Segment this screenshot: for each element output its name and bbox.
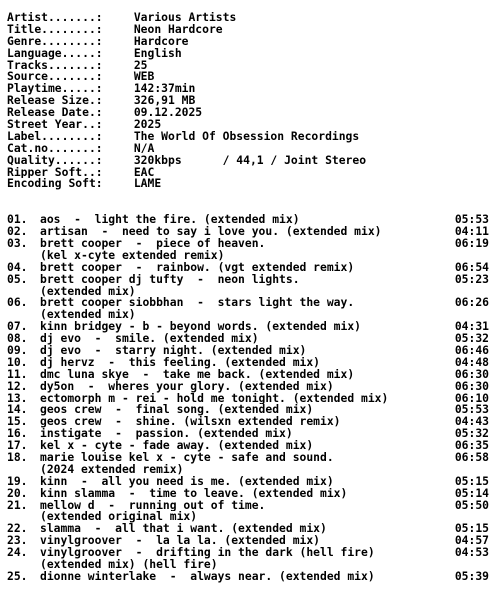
track-number: 18.: [7, 451, 28, 464]
metadata-value: LAME: [133, 178, 162, 191]
track-number: 12.: [7, 380, 28, 393]
track-duration: 06:30: [454, 368, 489, 381]
track-row: [7, 345, 489, 357]
metadata-key: Playtime.....:: [7, 83, 103, 96]
metadata-key: Street Year..:: [7, 119, 103, 131]
track-row: [7, 523, 489, 535]
track-row: [7, 357, 489, 369]
metadata-value: 142:37min: [133, 83, 196, 96]
track-number: 20.: [7, 487, 28, 500]
track-duration: 05:14: [454, 487, 489, 500]
metadata-value: 09.12.2025: [133, 107, 203, 120]
track-duration: 05:53: [454, 404, 489, 417]
metadata-value: 320kbps / 44,1 / Joint Stereo: [133, 154, 367, 167]
release-metadata: [7, 12, 489, 190]
metadata-value: 25: [133, 59, 148, 72]
track-title: aos - light the fire. (extended mix): [40, 214, 300, 227]
track-title: dj hervz - this feeling. (extended mix): [40, 356, 321, 369]
track-duration: 06:10: [454, 392, 489, 405]
track-row: [7, 393, 489, 405]
track-duration: 06:35: [454, 440, 489, 452]
metadata-row: [7, 167, 489, 179]
metadata-row: [7, 107, 489, 119]
track-row: [7, 214, 489, 226]
track-title: dmc luna skye - take me back. (extended mix): [40, 368, 355, 381]
metadata-row: [7, 12, 489, 24]
metadata-row: [7, 155, 489, 167]
metadata-row: [7, 95, 489, 107]
track-title: dj evo - smile. (extended mix): [40, 333, 259, 345]
track-title: mellow d - running out of time.: [40, 499, 266, 512]
track-row: [7, 571, 489, 583]
track-duration: 06:19: [454, 237, 489, 250]
metadata-key: Label........:: [7, 130, 103, 143]
metadata-key: Release Size.:: [7, 95, 103, 108]
track-number: 09.: [7, 344, 28, 357]
track-title: kinn slamma - time to leave. (extended mix): [40, 487, 348, 500]
metadata-row: [7, 24, 489, 36]
track-row: [7, 381, 489, 393]
track-duration: 05:32: [454, 428, 489, 441]
section-gap: [7, 190, 489, 214]
track-row: [7, 547, 489, 559]
track-title: marie louise kel x - cyte - safe and sound.: [40, 451, 334, 464]
track-duration: 04:11: [454, 226, 489, 238]
track-title: artisan - need to say i love you. (extended mix): [40, 226, 382, 238]
track-row: [7, 428, 489, 440]
metadata-value: N/A: [133, 142, 155, 155]
track-title-continuation: (extended mix) (hell fire): [40, 558, 218, 571]
track-duration: 04:31: [454, 321, 489, 334]
metadata-key: Source.......:: [7, 71, 103, 84]
track-row: [7, 369, 489, 381]
track-duration: 06:54: [454, 261, 489, 274]
track-duration: 04:43: [454, 416, 489, 429]
track-title: dy5on - wheres your glory. (extended mix): [40, 380, 334, 393]
track-number: 19.: [7, 475, 28, 488]
metadata-key: Artist.......:: [7, 12, 103, 24]
track-title-continuation: (extended original mix): [40, 511, 198, 524]
track-row: [7, 476, 489, 488]
track-number: 11.: [7, 368, 28, 381]
track-number: 13.: [7, 392, 28, 405]
metadata-key: Cat.no.......:: [7, 142, 103, 155]
track-title: kinn bridgey - b - beyond words. (extended mix): [40, 321, 361, 334]
track-number: 23.: [7, 535, 28, 548]
track-row: [7, 274, 489, 286]
track-title-continuation: (extended mix): [40, 309, 136, 322]
track-duration: 06:30: [454, 380, 489, 393]
track-number: 14.: [7, 404, 28, 417]
metadata-value: 326,91 MB: [133, 95, 196, 108]
track-title: vinylgroover - drifting in the dark (hell fire): [40, 547, 375, 559]
metadata-key: Encoding Soft:: [7, 178, 103, 191]
track-duration: 06:58: [454, 451, 489, 464]
track-title: slamma - all that i want. (extended mix): [40, 523, 327, 536]
track-title: vinylgroover - la la la. (extended mix): [40, 535, 321, 548]
track-row: [7, 404, 489, 416]
track-number: 07.: [7, 321, 28, 334]
track-row: [7, 262, 489, 274]
metadata-key: Title........:: [7, 23, 103, 36]
metadata-row: [7, 83, 489, 95]
track-duration: 04:53: [454, 547, 489, 559]
track-title: brett cooper dj tufty - neon lights.: [40, 273, 300, 286]
track-number: 15.: [7, 416, 28, 429]
track-title: dj evo - starry night. (extended mix): [40, 344, 307, 357]
track-title: kinn - all you need is me. (extended mix): [40, 475, 334, 488]
track-number: 10.: [7, 356, 28, 369]
tracklist: [7, 214, 489, 583]
track-number: 22.: [7, 523, 28, 536]
metadata-row: [7, 131, 489, 143]
track-row: [7, 535, 489, 547]
track-row: [7, 488, 489, 500]
track-row: [7, 452, 489, 464]
track-row: [7, 440, 489, 452]
track-number: 01.: [7, 214, 28, 227]
metadata-key: Genre........:: [7, 35, 103, 48]
track-title: brett cooper - piece of heaven.: [40, 237, 266, 250]
metadata-value: 2025: [133, 119, 162, 131]
track-duration: 05:53: [454, 214, 489, 227]
track-number: 24.: [7, 547, 28, 559]
metadata-value: Neon Hardcore: [133, 23, 223, 36]
track-title-continuation: (extended mix): [40, 285, 136, 298]
track-duration: 05:23: [454, 273, 489, 286]
track-duration: 04:57: [454, 535, 489, 548]
metadata-row: [7, 36, 489, 48]
metadata-row: [7, 60, 489, 72]
metadata-value: The World Of Obsession Recordings: [133, 130, 360, 143]
track-title: instigate - passion. (extended mix): [40, 428, 293, 441]
track-title: brett cooper - rainbow. (vgt extended remix): [40, 261, 355, 274]
metadata-key: Language.....:: [7, 47, 103, 60]
metadata-row: [7, 143, 489, 155]
track-row: [7, 416, 489, 428]
metadata-key: Quality......:: [7, 154, 103, 167]
track-duration: 05:39: [454, 570, 489, 583]
track-row: [7, 333, 489, 345]
track-title-continuation: (2024 extended remix): [40, 463, 184, 476]
track-row: [7, 321, 489, 333]
track-row: [7, 500, 489, 512]
track-duration: 04:48: [454, 356, 489, 369]
track-title: geos crew - final song. (extended mix): [40, 404, 314, 417]
track-title: dionne winterlake - always near. (extended mix): [40, 570, 375, 583]
track-number: 04.: [7, 261, 28, 274]
metadata-row: [7, 178, 489, 190]
metadata-row: [7, 119, 489, 131]
metadata-key: Ripper Soft..:: [7, 166, 103, 179]
metadata-value: Hardcore: [133, 35, 189, 48]
track-number: 21.: [7, 499, 28, 512]
track-duration: 06:46: [454, 344, 489, 357]
track-number: 08.: [7, 333, 28, 345]
track-row: [7, 226, 489, 238]
metadata-key: Release Date.:: [7, 107, 103, 120]
track-title: ectomorph m - rei - hold me tonight. (extended mix): [40, 392, 389, 405]
track-number: 06.: [7, 297, 28, 310]
track-number: 03.: [7, 237, 28, 250]
track-title: brett cooper siobbhan - stars light the way.: [40, 297, 355, 310]
track-number: 17.: [7, 440, 28, 452]
track-duration: 05:32: [454, 333, 489, 345]
track-duration: 05:15: [454, 475, 489, 488]
track-title-continuation: (kel x-cyte extended remix): [40, 249, 225, 262]
track-number: 05.: [7, 273, 28, 286]
track-number: 25.: [7, 570, 28, 583]
metadata-value: EAC: [133, 166, 155, 179]
metadata-row: [7, 48, 489, 60]
metadata-row: [7, 71, 489, 83]
metadata-value: English: [133, 47, 182, 60]
track-duration: 05:15: [454, 523, 489, 536]
track-row: [7, 297, 489, 309]
metadata-value: WEB: [133, 71, 155, 84]
track-number: 02.: [7, 226, 28, 238]
track-number: 16.: [7, 428, 28, 441]
metadata-key: Tracks.......:: [7, 59, 103, 72]
track-title: geos crew - shine. (wilsxn extended remix): [40, 416, 341, 429]
track-duration: 06:26: [454, 297, 489, 310]
track-duration: 05:50: [454, 499, 489, 512]
metadata-value: Various Artists: [133, 12, 237, 24]
track-row: [7, 238, 489, 250]
track-title: kel x - cyte - fade away. (extended mix): [40, 440, 314, 452]
nfo-document: [7, 12, 489, 583]
